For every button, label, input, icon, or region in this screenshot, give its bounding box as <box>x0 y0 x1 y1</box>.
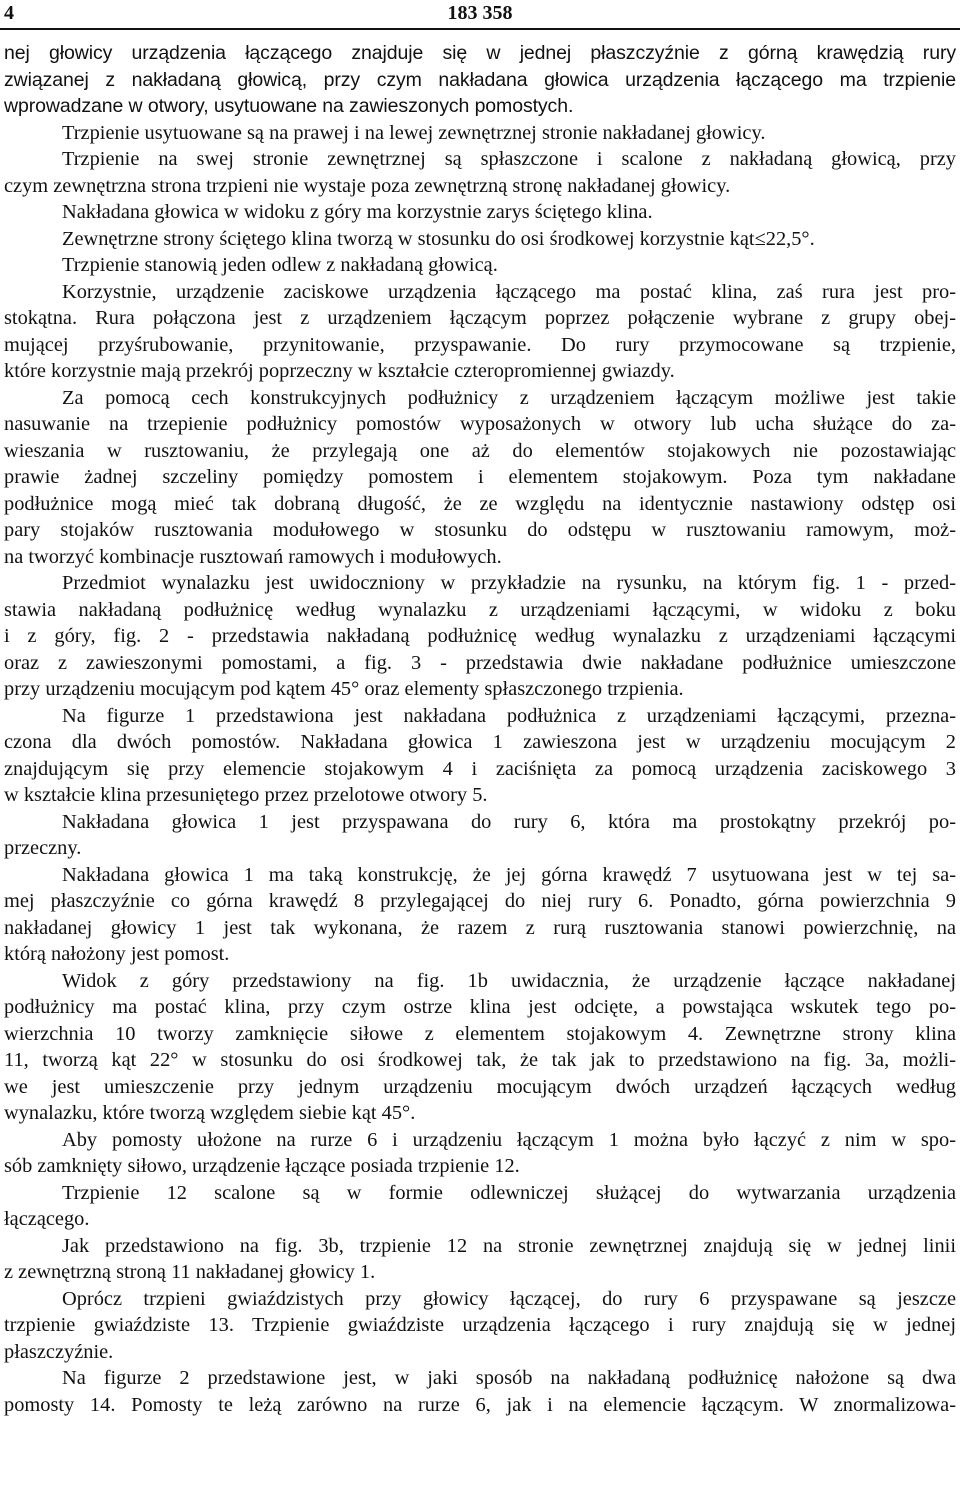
text-line: znajdującym się przy elemencie stojakowym 4 i zaciśnięta za pomocą urządzenia zaciskowego 3 <box>4 757 956 780</box>
text-line: wieszania w rusztowaniu, że przylegają one aż do elementów stojakowych nie pozostawiając <box>4 439 956 462</box>
text-line: podłużnice mogą mieć tak dobraną długość, że ze względu na identycznie nastawiony odstęp osi <box>4 492 956 515</box>
text-line: łączącego. <box>4 1208 90 1230</box>
text-line: którą nałożony jest pomost. <box>4 943 230 965</box>
text-line: Za pomocą cech konstrukcyjnych podłużnicy z urządzeniem łączącym możliwe jest takie <box>62 386 956 409</box>
text-line: związanej z nakładaną głowicą, przy czym nakładana głowica urządzenia łączącego ma trzpienie <box>4 68 956 91</box>
text-line: mującej przyśrubowanie, przynitowanie, przyspawanie. Do rury przymocowane są trzpienie, <box>4 333 956 356</box>
text-line: pomosty 14. Pomosty te leżą zarówno na rurze 6, jak i na elemencie łączącym. W znormalizowa- <box>4 1393 956 1416</box>
text-line: Trzpienie stanowią jeden odlew z nakładaną głowicą. <box>62 254 498 276</box>
document-number: 183 358 <box>447 2 513 24</box>
text-line: Nakładana głowica 1 jest przyspawana do rury 6, która ma prostokątny przekrój po- <box>62 810 956 833</box>
text-line: Korzystnie, urządzenie zaciskowe urządzenia łączącego ma postać klina, zaś rura jest pro- <box>62 280 956 303</box>
text-line: Na figurze 2 przedstawione jest, w jaki sposób na nakładaną podłużnicę nałożone są dwa <box>62 1367 956 1389</box>
text-line: Zewnętrzne strony ściętego klina tworzą w stosunku do osi środkowej korzystnie kąt≤22,5°. <box>62 227 815 250</box>
text-line: Nakładana głowica w widoku z góry ma korzystnie zarys ściętego klina. <box>62 201 653 223</box>
page-number: 4 <box>4 2 14 24</box>
text-line: mej płaszczyźnie co górna krawędź 8 przylegającej do niej rury 6. Ponadto, górna powierzchnia 9 <box>4 890 956 912</box>
text-line: wierzchnia 10 tworzy zamknięcie siłowe z elementem stojakowym 4. Zewnętrzne strony klina <box>4 1022 956 1045</box>
text-line: przy urządzeniu mocującym pod kątem 45° oraz elementy spłaszczonego trzpienia. <box>4 678 684 700</box>
text-line: Aby pomosty ułożone na rurze 6 i urządzeniu łączącym 1 można było łączyć z nim w spo- <box>62 1128 956 1151</box>
text-line: w kształcie klina przesuniętego przez przelotowe otwory 5. <box>4 784 488 806</box>
text-line: które korzystnie mają przekrój poprzeczny w kształcie czteropromiennej gwiazdy. <box>4 360 675 382</box>
text-line: Jak przedstawiono na fig. 3b, trzpienie 12 na stronie zewnętrznej znajdują się w jednej linii <box>62 1234 956 1257</box>
text-line: pary stojaków rusztowania modułowego w stosunku do odstępu w rusztowaniu ramowym, moż- <box>4 519 956 541</box>
text-line: na tworzyć kombinacje rusztowań ramowych i modułowych. <box>4 545 502 568</box>
text-line: Nakładana głowica 1 ma taką konstrukcję, że jej górna krawędź 7 usytuowana jest w tej sa- <box>62 863 956 886</box>
text-line: 11, tworzą kąt 22° w stosunku do osi środkowej tak, że tak jak to przedstawiono na fig. 3a, możli- <box>4 1049 956 1071</box>
text-line: Trzpienie 12 scalone są w formie odlewniczej służącej do wytwarzania urządzenia <box>62 1181 956 1204</box>
header-rule <box>0 28 960 30</box>
text-line: wprowadzane w otwory, usytuowane na zawieszonych pomostych. <box>4 95 574 117</box>
text-line: trzpienie gwiaździste 13. Trzpienie gwiaździste urządzenia łączącego i rury znajdują się w jednej <box>4 1314 956 1336</box>
text-line: czym zewnętrzna strona trzpieni nie wystaje poza zewnętrzną stronę nakładanej głowicy. <box>4 174 731 197</box>
text-line: Trzpienie na swej stronie zewnętrznej są spłaszczone i scalone z nakładaną głowicą, przy <box>62 148 956 170</box>
text-line: z zewnętrzną stroną 11 nakładanej głowicy 1. <box>4 1261 376 1283</box>
body-text <box>4 40 956 1418</box>
text-line: Widok z góry przedstawiony na fig. 1b uwidacznia, że urządzenie łączące nakładanej <box>62 969 956 992</box>
text-line: wynalazku, które tworzą względem siebie kąt 45°. <box>4 1102 416 1124</box>
text-line: stokątna. Rura połączona jest z urządzeniem łączącym poprzez połączenie wybrane z grupy obej- <box>4 307 956 329</box>
text-line: płaszczyźnie. <box>4 1340 114 1363</box>
text-line: Trzpienie usytuowane są na prawej i na lewej zewnętrznej stronie nakładanej głowicy. <box>62 121 766 144</box>
text-line: nasuwanie na trzepienie podłużnicy pomostów wyposażonych w otwory lub ucha służące do za- <box>4 413 956 435</box>
text-line: Przedmiot wynalazku jest uwidoczniony w przykładzie na rysunku, na którym fig. 1 - przed- <box>62 572 956 594</box>
text-line: czona dla dwóch pomostów. Nakładana głowica 1 zawieszona jest w urządzeniu mocującym 2 <box>4 731 956 753</box>
text-line: i z góry, fig. 2 - przedstawia nakładaną podłużnicę według wynalazku z urządzeniami łączącymi <box>4 625 956 647</box>
text-line: Na figurze 1 przedstawiona jest nakładana podłużnica z urządzeniami łączącymi, przezna- <box>62 704 956 727</box>
text-line: sób zamknięty siłowo, urządzenie łączące posiada trzpienie 12. <box>4 1155 520 1177</box>
text-line: nakładanej głowicy 1 jest tak wykonana, że razem z rurą rusztowania stanowi powierzchnię, na <box>4 916 956 939</box>
text-line: oraz z zawieszonymi pomostami, a fig. 3 - przedstawia dwie nakładane podłużnice umieszczone <box>4 651 956 674</box>
text-line: nej głowicy urządzenia łączącego znajduje się w jednej płaszczyźnie z górną krawędzią rury <box>4 42 956 64</box>
text-line: prawie żadnej szczeliny pomiędzy pomostem i elementem stojakowym. Poza tym nakładane <box>4 466 956 488</box>
text-line: stawia nakładaną podłużnicę według wynalazku z urządzeniami łączącymi, w widoku z boku <box>4 598 956 621</box>
text-line: Oprócz trzpieni gwiaździstych przy głowicy łączącej, do rury 6 przyspawane są jeszcze <box>62 1287 956 1310</box>
text-line: przeczny. <box>4 837 82 859</box>
text-line: podłużnicy ma postać klina, przy czym ostrze klina jest odcięte, a powstająca wskutek tego po- <box>4 996 956 1018</box>
text-line: we jest umieszczenie przy jednym urządzeniu mocującym dwóch urządzeń łączących według <box>4 1075 956 1098</box>
